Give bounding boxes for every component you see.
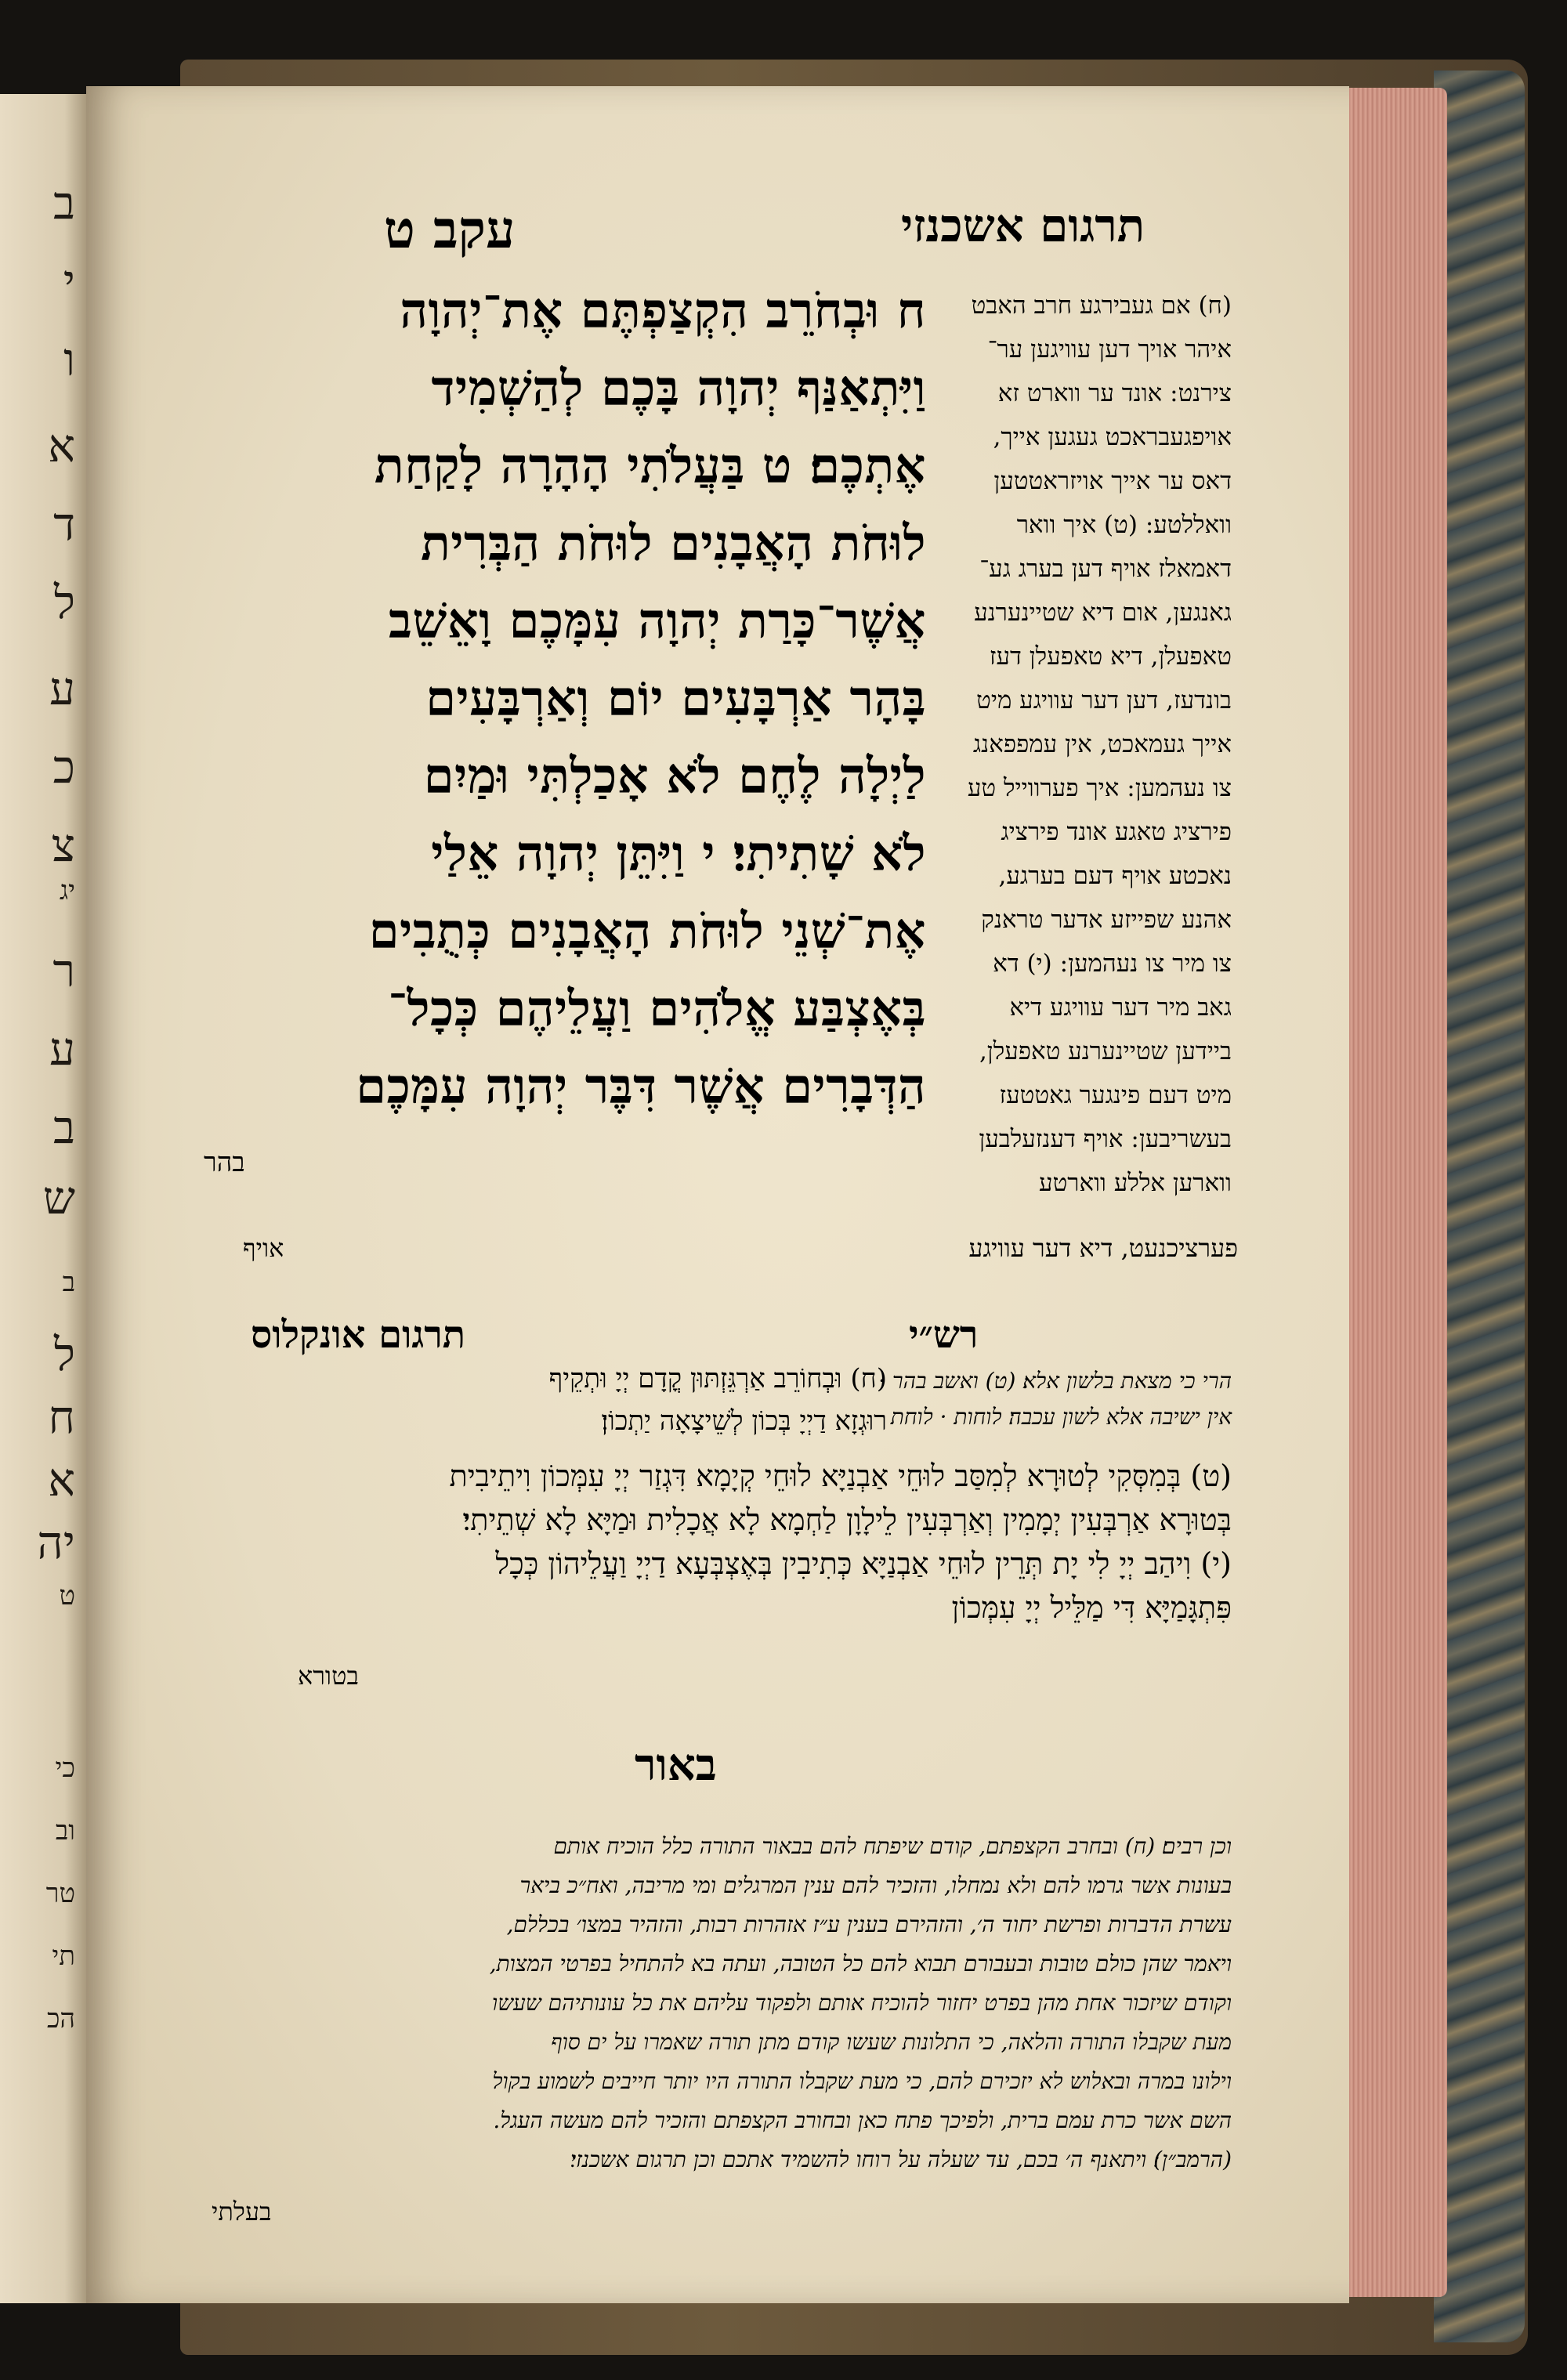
yiddish-text-line: צו נעהמען: איך פערווייל טע xyxy=(967,774,1232,802)
yiddish-text-line: אייך געמאכט, אין עמפפאנג xyxy=(972,730,1232,758)
onkelos-line: (י) וִיהַב יְיָ לִי יָת תְּרֵין לוּחֵי אַבְנַיָּא כְּתִיבִין בְּאֶצְבְּעָא דַיְיָ וַעֲלֵיהוֹן כְּכָל xyxy=(495,1546,1232,1581)
beur-line: וילונו במרה ובאלוש לא יזכירם להם, כי מעת שקבלו התורה היו יותר חייבים לשמוע בקול xyxy=(492,2068,1232,2094)
onkelos-line: (ח) וּבְחוֹרֵב אַרְגֵּזְתּוּן קֳדָם יְיָ וּתְקֵיף xyxy=(548,1363,887,1394)
beur-line: מעת שקבלו התורה והלאה, כי התלונות שעשו קודם מתן תורה שאמרו על ים סוף xyxy=(551,2029,1232,2055)
page-fore-edge xyxy=(1349,88,1447,2297)
yiddish-text-line: בעשריבען: אויף דענזעלבען xyxy=(979,1125,1232,1153)
yiddish-text-line: בונדעז, דען דער עוויגע מיט xyxy=(976,686,1232,714)
beur-line: (הרמב״ן)׃ ויתאנף ה׳ בכם, עד שעלה על רוחו להשמיד אתכם וכן תרגום אשכנזי׃ xyxy=(570,2147,1232,2172)
hebrew-catchword: בהר xyxy=(204,1147,245,1178)
hebrew-text-line: הַדְּבָרִים אֲשֶׁר דִּבֶּר יְהוָה עִמָּכֶם xyxy=(356,1058,926,1115)
yiddish-text-line: איהר אויך דען עוויגען ער־ xyxy=(987,335,1232,364)
beur-catchword: בעלתי xyxy=(212,2197,272,2226)
onkelos-line: פִּתְגָּמַיָּא דִּי מַלֵּיל יְיָ עִמְּכוֹן xyxy=(951,1590,1232,1625)
beur-line: וקודם שיזכור אחת מהן בפרט יחזור להוכיח אותם ולפקוד עליהם את כל עונותיהם שעשו xyxy=(492,1990,1232,2016)
yiddish-text-line: דאס ער אייך אויזראטטען xyxy=(993,467,1232,495)
yiddish-text-line: גאנגען, אום דיא שטיינערנע xyxy=(974,599,1232,627)
beur-line: עשרת הדברות ופרשת יחוד ה׳, והזהירם בענין ע״ז אזהרות רבות, והזהיר במצו׳ בכללם, xyxy=(506,1912,1232,1937)
left-page-glyph: יג xyxy=(59,875,75,906)
hebrew-text-line: לוּחֹת הָאֲבָנִים לוּחֹת הַבְּרִית xyxy=(420,515,926,572)
onkelos-title: תרגום אונקלוס xyxy=(251,1313,466,1357)
hebrew-text-line: בְּאֶצְבַּע אֱלֹהִים וַעֲלֵיהֶם כְּכָל־ xyxy=(388,980,926,1037)
left-page-glyph: יה xyxy=(37,1516,75,1569)
beur-line: וכן רבים׃ (ח) ובחרב הקצפתם, קודם שיפתח להם בבאור התורה כלל הוכיח אותם xyxy=(553,1833,1232,1859)
rashi-line: הרי כי מצאת בלשון אלא׃ (ט) ואשב בהר · xyxy=(878,1368,1232,1394)
running-header-left: עקב ט xyxy=(384,199,516,260)
left-page-glyph: ר xyxy=(52,944,75,997)
left-page-glyph: ב xyxy=(62,1267,75,1298)
hebrew-text-line: לַיְלָה לֶחֶם לֹא אָכַלְתִּי וּמַיִם xyxy=(423,747,926,805)
yiddish-text-line: נאכטע אויף דעם בערגע, xyxy=(998,862,1232,890)
rashi-line: אין ישיבה אלא לשון עכבה׃ לוחות · לוחת xyxy=(890,1404,1232,1430)
catchword-line-right: פערציכנעט, דיא דער עוויגע xyxy=(968,1233,1238,1263)
left-page-glyph: ב xyxy=(53,176,75,230)
hebrew-text-line: לֹא שָׁתִיתִי׃ י וַיִּתֵּן יְהוָה אֵלַי xyxy=(431,825,926,882)
yiddish-text-line: אויפגעבראכט געגען אייך, xyxy=(993,423,1232,451)
left-page-fragment xyxy=(0,94,86,2303)
onkelos-catchword: בטורא xyxy=(298,1661,359,1691)
yiddish-text-line: פירציג טאגע אונד פירציג xyxy=(1001,818,1232,846)
left-page-glyph: י xyxy=(63,255,75,308)
yiddish-text-line: צו מיר צו נעהמען: (י) דא xyxy=(993,949,1232,978)
onkelos-line: בְּטוּרָא אַרְבְּעִין יְמָמִין וְאַרְבְּעִין לֵילָוָן לַחְמָא לָא אֲכָלִית וּמַיָּא לָא שְׁתֵיתִי׃ xyxy=(462,1503,1232,1537)
left-page-glyph: ע xyxy=(49,1022,75,1076)
yiddish-text-line: אהנע שפייזע אדער טראנק xyxy=(981,906,1232,934)
hebrew-text-line: אֲשֶׁר־כָּרַת יְהוָה עִמָּכֶם וָאֵשֵׁב xyxy=(389,592,926,649)
hebrew-text-line: ח וּבְחֹרֵב הִקְצַפְתֶּם אֶת־יְהוָה xyxy=(400,282,926,339)
left-page-glyph: ל xyxy=(53,576,75,629)
left-page-glyph: תי xyxy=(52,1941,75,1972)
left-page-glyph: הכ xyxy=(46,2003,75,2035)
left-page-glyph: ע xyxy=(49,662,75,715)
yiddish-text-line: ביידען שטיינערנע טאפעלן, xyxy=(979,1037,1232,1065)
hebrew-text-line: בָּהָר אַרְבָּעִים יוֹם וְאַרְבָּעִים xyxy=(425,670,926,727)
yiddish-text-line: צירנט: אונד ער ווארט זא xyxy=(997,379,1232,407)
left-page-glyph: וב xyxy=(55,1815,75,1846)
left-page-glyph: ט xyxy=(59,1580,75,1611)
left-page-glyph: טר xyxy=(45,1878,75,1909)
left-page-glyph: ב xyxy=(53,1101,75,1154)
beur-title: באור xyxy=(635,1739,717,1791)
catchword-line-left: אויף xyxy=(243,1233,284,1263)
onkelos-line: רוּגְזָא דַיְיָ בְּכוֹן לְשֵׁיצָאָה יַתְכוֹן׃ xyxy=(601,1405,887,1437)
yiddish-text-line: וואללטע: (ט) איך וואר xyxy=(1016,511,1232,539)
left-page-glyph: ד xyxy=(53,497,75,551)
left-page-glyph: ש xyxy=(42,1171,75,1224)
yiddish-text-line: טאפעלן, דיא טאפעלן דעז xyxy=(989,642,1232,671)
yiddish-text-line: מיט דעם פינגער גאטטעז xyxy=(999,1081,1232,1109)
yiddish-text-line: ווארען אללע ווארטע xyxy=(1039,1169,1232,1197)
hebrew-text-line: אֶת־שְׁנֵי לוּחֹת הָאֲבָנִים כְּתֻבִים xyxy=(368,902,926,960)
onkelos-line: (ט) בְּמִסְּקִי לְטוּרָא לְמִסַּב לוּחֵי אַבְנַיָּא לוּחֵי קְיָמָא דִּגְזַר יְיָ עִמְּכוֹן וִיתֵיבִית xyxy=(449,1459,1232,1493)
beur-line: בעונות אשר גרמו להם ולא נמחלו, והזכיר להם ענין המרגלים ומי מריבה, ואח״כ ביאר xyxy=(519,1872,1232,1898)
left-page-glyph: ו xyxy=(63,333,75,386)
hebrew-text-line: וַיִּתְאַנַּף יְהוָה בָּכֶם לְהַשְׁמִיד xyxy=(431,360,926,417)
left-page-glyph: ח xyxy=(48,1391,75,1444)
yiddish-text-line: (ח) אם געבירגע חרב האבט xyxy=(971,291,1232,320)
beur-line: ויאמר שהן כולם טובות ובעבורם תבוא להם כל הטובה, ועתה בא להתחיל בפרטי המצות, xyxy=(489,1951,1232,1977)
book-page xyxy=(86,86,1349,2303)
marbled-edge xyxy=(1434,71,1525,2342)
beur-line: השם אשר כרת עמם ברית, ולפיכך פתח כאן ובחורב הקצפתם והזכיר להם מעשה העגל. xyxy=(493,2107,1232,2133)
running-header-right: תרגום אשכנזי xyxy=(901,199,1145,252)
rashi-title: רש״י xyxy=(909,1313,979,1357)
left-page-glyph: צ xyxy=(51,819,75,872)
left-page-glyph: כי xyxy=(55,1752,75,1784)
yiddish-text-line: גאב מיר דער עוויגע דיא xyxy=(1009,993,1232,1022)
left-page-glyph: א xyxy=(48,1453,75,1506)
left-page-glyph: א xyxy=(48,419,75,472)
left-page-glyph: כ xyxy=(52,740,75,794)
yiddish-text-line: דאמאלז אויף דען בערג גע־ xyxy=(979,555,1232,583)
catchword-line xyxy=(243,1233,1238,1263)
hebrew-text-line: אֶתְכֶם׃ ט בַּעֲלֹתִי הָהָרָה לָקַחַת xyxy=(374,437,926,494)
left-page-glyph: ל xyxy=(53,1328,75,1381)
